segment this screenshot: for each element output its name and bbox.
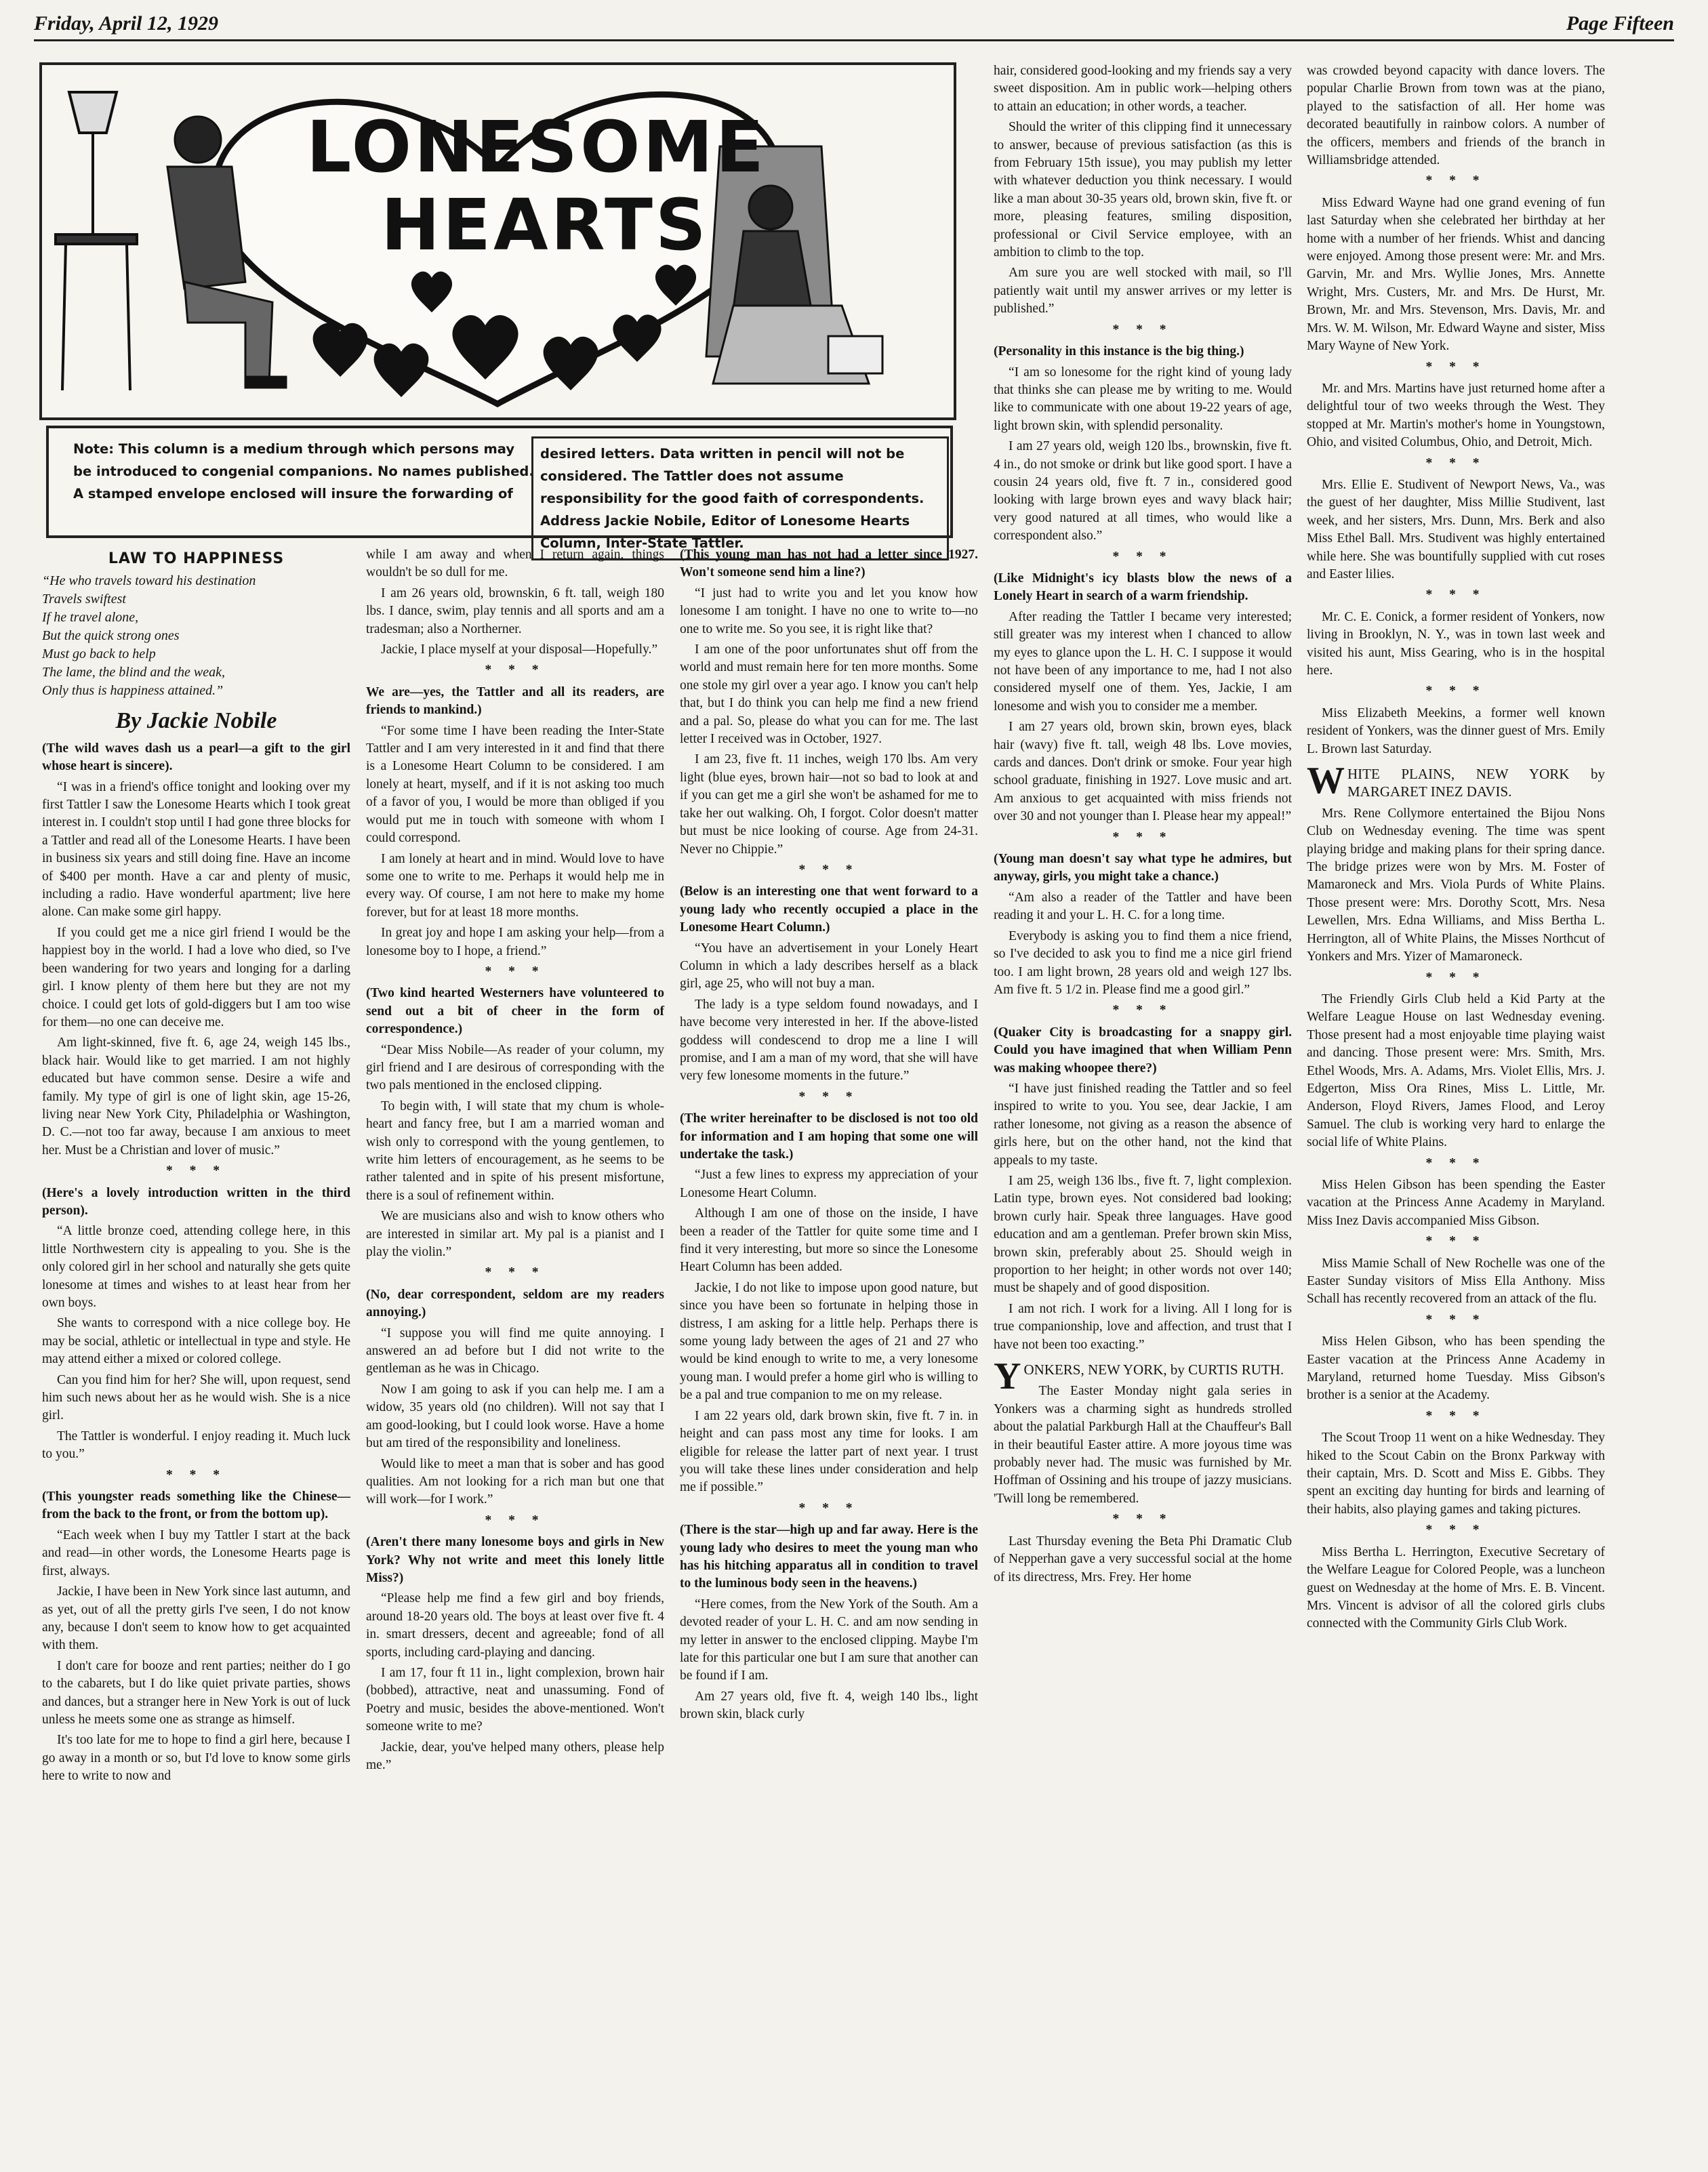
issue-date: Friday, April 12, 1929 xyxy=(34,12,218,35)
note-text-right: desired letters. Data written in pencil will not be considered. The Tattler does not assume responsibility for the good faith of correspondents. Address Jackie Nobile, Editor of Lonesome Hearts Column, Inter-State Tattler. xyxy=(531,436,949,560)
byline: By Jackie Nobile xyxy=(115,708,277,734)
letter-paragraph: “I have just finished reading the Tattler and so feel inspired to write to you. You see, dear Jackie, I am rather lonesome, not giving as a reason the absence of girls here, but on the other hand, not the kind that appeals to my taste. xyxy=(994,1081,1292,1168)
poem-line: The lame, the blind and the weak, xyxy=(42,665,225,680)
letter-paragraph: “A little bronze coed, attending college here, in this little Northwestern city is appealing to you. She is the only colored girl in her school and naturally she gets quite lonesome at times and wishes to at least hear from her own boys. xyxy=(42,1224,350,1310)
news-paragraph: The Easter Monday night gala series in Yonkers was a charming sight as hundreds strolled about the palatial Parkburgh Hall at the Chauffeur's Ball in their beautiful Easter attire. A more joyous time was probably never had. The music was furnished by Mr. Hoffman of Ossining and his troupe of jazzy musicians. 'Twill long be remembered. xyxy=(994,1384,1292,1506)
section-separator: * * * xyxy=(1112,549,1173,564)
letter-intro: (The writer hereinafter to be disclosed is not too old for information and I am hoping that some one will undertake the task.) xyxy=(680,1111,978,1162)
poem-line: If he travel alone, xyxy=(42,610,139,626)
letter-paragraph: “Each week when I buy my Tattler I start at the back and read—in other words, the Lonesome Hearts page is first, always. xyxy=(42,1528,350,1578)
letter-intro: (This young man has not had a letter since 1927. Won't someone send him a line?) xyxy=(680,548,978,580)
letter-paragraph: It's too late for me to hope to find a girl here, because I go away in a month or so, but I'd love to know some girls here to write to now and xyxy=(42,1733,350,1784)
section-separator: * * * xyxy=(1112,829,1173,844)
letter-intro: (There is the star—high up and far away. Here is the young lady who desires to meet the young man who has his hitching apparatus all in condition to travel to the luminous body seen in the heavens.) xyxy=(680,1523,978,1591)
letter-paragraph: The Tattler is wonderful. I enjoy reading it. Much luck to you.” xyxy=(42,1429,350,1462)
masthead-title-line1: LONESOME xyxy=(306,106,767,188)
news-paragraph: Miss Elizabeth Meekins, a former well known resident of Yonkers, was the dinner guest of Mrs. Emily L. Brown last Saturday. xyxy=(1307,705,1605,756)
poem-line: “He who travels toward his destination xyxy=(42,573,256,589)
letter-paragraph: Everybody is asking you to find them a nice friend, so I've decided to ask you to find me a nice girl friend too. I am light brown, 28 years old and weigh 127 lbs. Am five ft. 5 1/2 in. Please find me a good girl.” xyxy=(994,928,1292,997)
news-paragraph: The Friendly Girls Club held a Kid Party at the Welfare League House on last Wednesday evening. Those present had a most enjoyable time playing waist and dancing. Those present were: Mrs. Smith, Mrs. Ethel Woods, Mrs. A. Adams, Mrs. Violet Ellis, Mrs. J. Edgerton, Miss Ora Rines, Miss L. Little, Mr. Anderson, Floyd Rivers, James Flood, and Leroy Samuel. The club is working very hard to enlarge the social life of White Plains. xyxy=(1307,991,1605,1150)
section-separator: * * * xyxy=(1425,1408,1486,1423)
letter-intro: (Like Midnight's icy blasts blow the news of a Lonely Heart in search of a warm friendship. xyxy=(994,571,1292,604)
letter-paragraph: Jackie, I do not like to impose upon good nature, but since you have been so fortunate in helping those in distress, I am asking for a little help. Perhaps there is some young lady between the ages of 21 and 27 who would be kind enough to write to me, a very lonesome young man. I would prefer a home girl who is willing to be a pal and true companion to me on my release. xyxy=(680,1280,978,1403)
letter-paragraph: In great joy and hope I am asking your help—from a lonesome boy to I hope, a friend.” xyxy=(366,926,664,958)
letter-paragraph: “Here comes, from the New York of the South. Am a devoted reader of your L. H. C. and am now sending in my letter in answer to the enclosed clipping. Maybe I'm late for this particular one but I am sure that another can be found if I am. xyxy=(680,1597,978,1683)
letter-paragraph: I am 22 years old, dark brown skin, five ft. 7 in. in height and can pass most any time for looks. I am eligible for release the latter part of next year. I trust you will take these lines under consideration and help me if possible.” xyxy=(680,1408,978,1495)
letter-intro: (Here's a lovely introduction written in the third person). xyxy=(42,1185,350,1218)
letter-paragraph: Jackie, I have been in New York since last autumn, and as yet, out of all the pretty girls I've seen, I do not know any, because I don't seem to know how to get acquainted with them. xyxy=(42,1584,350,1653)
letter-paragraph: She wants to correspond with a nice college boy. He may be social, athletic or intellectual in type and style. He may attend either a mixed or colored college. xyxy=(42,1316,350,1367)
letter-paragraph: If you could get me a nice girl friend I would be the happiest boy in the world. I had a love who died, so I've been wandering for two years and longing for a darling girl. I know plenty of them here but they are not my choice. I could get lots of gold-diggers but I am too wise for them—no one can deceive me. xyxy=(42,925,350,1029)
column-5 xyxy=(1307,62,1605,1636)
section-separator: * * * xyxy=(1425,684,1486,699)
letter-paragraph: The lady is a type seldom found nowadays, and I have become very interested in her. If the above-listed goddess will condescend to drop me a line I will promise, and I am a man of my word, that she will have very few lonesome moments in the future.” xyxy=(680,997,978,1084)
note-text-left: Note: This column is a medium through which persons may be introduced to congenial companions. No names published. A stamped envelope enclosed will insure the forwarding of xyxy=(73,441,534,501)
column-2 xyxy=(366,546,664,1777)
letter-intro: (Quaker City is broadcasting for a snappy girl. Could you have imagined that when William Penn was making whoopee there?) xyxy=(994,1025,1292,1075)
letter-paragraph: I am 25, weigh 136 lbs., five ft. 7, light complexion. Latin type, brown eyes. Not considered bad looking; brown curly hair. Speak three languages. Have good education and am a gentleman. Prefer brown skin Miss, brown skin, preferably about 25. Should weigh in proportion to her height; in other words not over 140; must be shapely and of good disposition. xyxy=(994,1173,1292,1296)
letter-paragraph: Am light-skinned, five ft. 6, age 24, weigh 145 lbs., black hair. Would like to get married. I am not highly educated but have common sense. Desire a wife and family. My type of girl is one of light skin, age 15-26, living near New York City, Philadelphia or Washington, D. C.—not too far away, because I am anxious to meet her. Must be a Christian and lover of music.” xyxy=(42,1036,350,1157)
letter-intro: (Young man doesn't say what type he admires, but anyway, girls, you might take a chance.) xyxy=(994,852,1292,884)
letter-paragraph: Jackie, dear, you've helped many others, please help me.” xyxy=(366,1740,664,1772)
section-separator: * * * xyxy=(1425,1312,1486,1327)
section-separator: * * * xyxy=(1112,322,1173,337)
letter-paragraph: while I am away and when I return again, things wouldn't be so dull for me. xyxy=(366,548,664,580)
poem-line: Travels swiftest xyxy=(42,592,126,607)
letter-paragraph: Should the writer of this clipping find it unnecessary to answer, because of previous satisfaction (as this is from February 15th issue), you may publish my letter with whatever deduction you think necessary. I would like a man about 30-35 years old, brown skin, five ft. or more, pleasing features, smiling disposition, professional or Civil Service employee, with an ambition to climb to the top. xyxy=(994,120,1292,260)
news-paragraph: The Scout Troop 11 went on a hike Wednesday. They hiked to the Scout Cabin on the Bronx Parkway with their captain, Mrs. D. Scott and Miss E. Gibbs. They spent an exciting day hunting for birds and learning of their habits, also playing games and taking pictures. xyxy=(1307,1431,1605,1517)
section-separator: * * * xyxy=(1425,970,1486,985)
news-paragraph: was crowded beyond capacity with dance lovers. The popular Charlie Brown from town was at the piano, played to the satisfaction of all. Her home was decorated beautifully in rainbow colors. A number of the officers, members and friends of the branch in Williamsbridge attended. xyxy=(1307,64,1605,168)
law-to-happiness-heading: LAW TO HAPPINESS xyxy=(108,550,285,567)
letter-intro: (Personality in this instance is the big thing.) xyxy=(994,344,1244,359)
section-separator: * * * xyxy=(1425,1234,1486,1249)
letter-paragraph: I am 26 years old, brownskin, 6 ft. tall, weigh 180 lbs. I dance, swim, play tennis and all sports and am a tradesman; also a Northerner. xyxy=(366,586,664,636)
letter-intro: We are—yes, the Tattler and all its readers, are friends to mankind.) xyxy=(366,684,664,718)
letter-paragraph: I am not rich. I work for a living. All I long for is true companionship, love and affection, and trust that I have not been too exacting.” xyxy=(994,1301,1292,1352)
letter-paragraph: “Dear Miss Nobile—As reader of your column, my girl friend and I are desirous of corresponding with the two pals mentioned in the enclosed clipping. xyxy=(366,1042,664,1093)
poem-line: Only thus is happiness attained.” xyxy=(42,683,224,699)
news-paragraph: Miss Edward Wayne had one grand evening of fun last Saturday when she celebrated her birthday at her home with a number of her friends. Whist and dancing were enjoyed. Among those present were: Mr. and Mrs. Garvin, Mr. and Mrs. Wyllie Jones, Mrs. Annette Wright, Mrs. Custers, Mr. and Mrs. De Hurst, Mr. Brown, Mr. and Mrs. Stevenson, Mrs. Davis, Mr. and Mrs. W. M. Wilson, Mr. Edward Wayne and sister, Miss Mary Wayne of New York. xyxy=(1307,195,1605,354)
letter-paragraph: “I suppose you will find me quite annoying. I answered an ad before but I did not write to the gentleman as he was in Chicago. xyxy=(366,1326,664,1376)
letter-paragraph: I am 27 years old, weigh 120 lbs., brownskin, five ft. 4 in., do not smoke or drink but like good sport. I have a cousin 24 years old, five ft. 7 in., considered good looking with large brown eyes and wavy black hair; very good natured at all times, who would like a correspondent also.” xyxy=(994,439,1292,544)
news-paragraph: Mrs. Ellie E. Studivent of Newport News, Va., was the guest of her daughter, Miss Millie Studivent, last week, and her sisters, Mrs. Dunn, Mrs. Berk and also Miss Ethel Ball. Mrs. Studivent was highly entertained while here. She was bountifully supplied with cut roses and Easter lilies. xyxy=(1307,477,1605,581)
section-separator: * * * xyxy=(1425,359,1486,374)
news-paragraph: Miss Helen Gibson, who has been spending the Easter vacation at the Princess Anne Academy in Maryland, returned home Tuesday. Miss Gibson's brother is a senior at the Academy. xyxy=(1307,1334,1605,1403)
letter-paragraph: We are musicians also and wish to know others who are interested in similar art. My pal is a pianist and I play the violin.” xyxy=(366,1209,664,1260)
section-separator: * * * xyxy=(485,1513,546,1528)
letter-paragraph: “I am so lonesome for the right kind of young lady that thinks she can please me by writing to me. Would like to communicate with one about 19-22 years of age, light brown skin, with splendid personality. xyxy=(994,365,1292,433)
letter-paragraph: I am one of the poor unfortunates shut off from the world and must remain here for ten more months. Some one stole my girl over a year ago. I know you can't help that, but I do think you can help me find a new friend and a pal. So, please do what you can for me. The last letter I received was in October, 1927. xyxy=(680,642,978,747)
section-separator: * * * xyxy=(798,1089,859,1104)
poem xyxy=(42,572,350,700)
letter-paragraph: “I was in a friend's office tonight and looking over my first Tattler I saw the Lonesome Hearts which I took great interest in. I couldn't stop until I had gone three blocks for a Tattler and read all of the Lonesome Hearts. I have been in business six years and still doing fine. Have an income of $400 per month. Have a car and plenty of music, including a radio. Have wonderful apartment; live here alone. Can make some girl happy. xyxy=(42,779,350,920)
letter-paragraph: Would like to meet a man that is sober and has good qualities. Am not looking for a rich man but one that will work—for I work.” xyxy=(366,1456,664,1507)
poem-line: Must go back to help xyxy=(42,647,156,662)
letter-paragraph: I am 17, four ft 11 in., light complexion, brown hair (bobbed), attractive, neat and unassuming. Fond of Poetry and music, besides the above-mentioned. Won't someone write to me? xyxy=(366,1665,664,1734)
news-paragraph: Miss Helen Gibson has been spending the Easter vacation at the Princess Anne Academy in Maryland. Miss Inez Davis accompanied Miss Gibson. xyxy=(1307,1177,1605,1228)
news-paragraph: Miss Bertha L. Herrington, Executive Secretary of the Welfare League for Colored People, was a luncheon guest on Wednesday at the home of Mrs. E. B. Vincent. Mrs. Vincent is advisor of all the colored girls clubs connected with the Community Girls Club Work. xyxy=(1307,1544,1605,1631)
letter-intro: (The wild waves dash us a pearl—a gift to the girl whose heart is sincere). xyxy=(42,741,350,774)
letter-paragraph: hair, considered good-looking and my friends say a very sweet disposition. Am in public work—helping others to attain an education; in other words, a teacher. xyxy=(994,64,1292,114)
column-1 xyxy=(42,546,350,1788)
column-4 xyxy=(994,62,1292,1589)
letter-intro: (No, dear correspondent, seldom are my readers annoying.) xyxy=(366,1287,664,1320)
white-plains-dateline: WHITE PLAINS, NEW YORK by MARGARET INEZ DAVIS. xyxy=(1307,760,1605,802)
section-separator: * * * xyxy=(485,1265,546,1280)
masthead-illustration xyxy=(39,62,956,420)
letter-paragraph: I am 27 years old, brown skin, brown eyes, black hair (wavy) five ft. tall, weigh 48 lbs. Love movies, cards and dances. Don't drink or smoke. Four year high school graduate, finishing in 1927. Love music and art. Am anxious to get acquainted with miss friends not over 30 and not younger than I. Please hear my appeal!” xyxy=(994,720,1292,824)
section-separator: * * * xyxy=(166,1164,226,1179)
letter-paragraph: Jackie, I place myself at your disposal—Hopefully.” xyxy=(381,642,658,657)
poem-line: But the quick strong ones xyxy=(42,628,180,644)
section-separator: * * * xyxy=(485,964,546,979)
letter-paragraph: “Just a few lines to express my appreciation of your Lonesome Heart Column. xyxy=(680,1168,978,1200)
section-separator: * * * xyxy=(1425,1155,1486,1170)
yonkers-dateline: YONKERS, NEW YORK, by CURTIS RUTH. xyxy=(994,1355,1284,1398)
masthead-title-line2: HEARTS xyxy=(381,184,709,266)
section-separator: * * * xyxy=(1425,588,1486,602)
column-note-box xyxy=(46,426,953,551)
section-separator: * * * xyxy=(1425,173,1486,188)
letter-intro: (Below is an interesting one that went forward to a young lady who recently occupied a place in the Lonesome Heart Column.) xyxy=(680,884,978,935)
section-separator: * * * xyxy=(166,1467,226,1482)
letter-paragraph: “For some time I have been reading the Inter-State Tattler and I am very interested in it and find that there is a Lonesome Heart Column to be considered. I am lonely at heart, myself, and if it is not asking too much of a favor of you, I would be more than obliged if you would put me in touch with someone with whom I could correspond. xyxy=(366,723,664,846)
lamp-icon xyxy=(56,92,137,390)
letter-paragraph: “Am also a reader of the Tattler and have been reading it and your L. H. C. for a long time. xyxy=(994,890,1292,923)
section-separator: * * * xyxy=(1112,1003,1173,1018)
column-3 xyxy=(680,546,978,1727)
section-separator: * * * xyxy=(798,862,859,877)
letter-paragraph: I am lonely at heart and in mind. Would love to have some one to write to me. Perhaps it would help me in every way. Of course, I am not here to make my home forever, but for at least 18 more months. xyxy=(366,851,664,920)
letter-paragraph: Now I am going to ask if you can help me. I am a widow, 35 years old (no children). Will not say that I am good-looking, but I could look worse. Have a home but am tired of the responsibility and loneliness. xyxy=(366,1382,664,1451)
letter-paragraph: Although I am one of those on the inside, I have been a reader of the Tattler for quite some time and I find it very interesting, but more so since the Lonesome Heart Column has been added. xyxy=(680,1206,978,1275)
letter-paragraph: To begin with, I will state that my chum is whole-heart and fancy free, but I am a married woman and wish only to correspond with the young gentlemen, to write him letters of encouragement, as he seems to be rather talented and in spite of his present misfortune, there is a soul of refinement within. xyxy=(366,1099,664,1203)
letter-paragraph: After reading the Tattler I became very interested; still greater was my interest when I chanced to allow my eyes to glance upon the L. H. C. I suppose it would not have been of any importance to me, had I not also considered myself one of them. Yes, Jackie, I am lonesome and wish you to consider me a member. xyxy=(994,609,1292,714)
letter-paragraph: Can you find him for her? She will, upon request, send him such news about her as he would wish. She is a nice girl. xyxy=(42,1372,350,1423)
letter-intro: (This youngster reads something like the Chinese—from the back to the front, or from the bottom up). xyxy=(42,1490,350,1522)
letter-intro: (Aren't there many lonesome boys and girls in New York? Why not write and meet this lonely little Miss?) xyxy=(366,1535,664,1585)
letter-paragraph: I am 23, five ft. 11 inches, weigh 170 lbs. Am very light (blue eyes, brown hair—not so bad to look at and if you can get me a girl she won't be ashamed for me to take her out walking. Oh, I forgot. Color doesn't matter but must be nice looking of course. Age from 24-31. Never no Chippie.” xyxy=(680,752,978,857)
section-separator: * * * xyxy=(798,1500,859,1515)
news-paragraph: Mrs. Rene Collymore entertained the Bijou Nons Club on Wednesday evening. The time was spent playing bridge and making plans for their spring dance. The bridge prizes were won by Mrs. M. Foster of Mamaroneck and Mrs. Viola Purds of White Plains. Those present were: Mrs. Dorothy Scott, Mrs. Nesa Lewellen, Mrs. Edna Williams, and Miss Bertha L. Herrington, all of White Plains, the Misses Northcut of Yonkers and Mrs. Yizer of Mamaroneck. xyxy=(1307,806,1605,964)
letter-paragraph: “I just had to write you and let you know how lonesome I am tonight. I have no one to write to—no one to write me. So you see, it is right like that? xyxy=(680,586,978,636)
letter-paragraph: Am sure you are well stocked with mail, so I'll patiently wait until my answer arrives or my letter is published.” xyxy=(994,266,1292,316)
letter-paragraph: “You have an advertisement in your Lonely Heart Column in which a lady describes herself as a black girl, age 25, who will not buy a man. xyxy=(680,941,978,991)
page-number: Page Fifteen xyxy=(1566,12,1674,35)
news-paragraph: Last Thursday evening the Beta Phi Dramatic Club of Nepperhan gave a very successful social at the home of its directress, Mrs. Frey. Her home xyxy=(994,1534,1292,1584)
section-separator: * * * xyxy=(1425,1523,1486,1538)
header-rule xyxy=(34,39,1674,41)
news-paragraph: Miss Mamie Schall of New Rochelle was one of the Easter Sunday visitors of Miss Ella Anthony. Miss Schall has recently recovered from an attack of the flu. xyxy=(1307,1256,1605,1307)
letter-paragraph: “Please help me find a few girl and boy friends, around 18-20 years old. The boys at least over five ft. 4 in. smart dressers, decent and agreeable; fond of all sports, including card-playing and dancing. xyxy=(366,1591,664,1660)
section-separator: * * * xyxy=(1425,455,1486,470)
letter-paragraph: Am 27 years old, five ft. 4, weigh 140 lbs., light brown skin, black curly xyxy=(680,1689,978,1722)
letter-intro: (Two kind hearted Westerners have volunteered to send out a bit of cheer in the form of correspondence.) xyxy=(366,986,664,1037)
letter-paragraph: I don't care for booze and rent parties; neither do I go to the cabarets, but I do like quiet private parties, shows and dances, but a stranger here in New York is out of luck unless he meets some one as strange as himself. xyxy=(42,1658,350,1727)
section-separator: * * * xyxy=(485,663,546,678)
news-paragraph: Mr. C. E. Conick, a former resident of Yonkers, now living in Brooklyn, N. Y., was in town last week and visited his aunt, Miss Gearing, who is in the hospital here. xyxy=(1307,609,1605,678)
news-paragraph: Mr. and Mrs. Martins have just returned home after a delightful tour of two weeks through the West. They stopped at Mr. Martin's mother's home in Youngstown, Ohio, and visited Columbus, Ohio, and Detroit, Mich. xyxy=(1307,381,1605,450)
section-separator: * * * xyxy=(1112,1512,1173,1527)
